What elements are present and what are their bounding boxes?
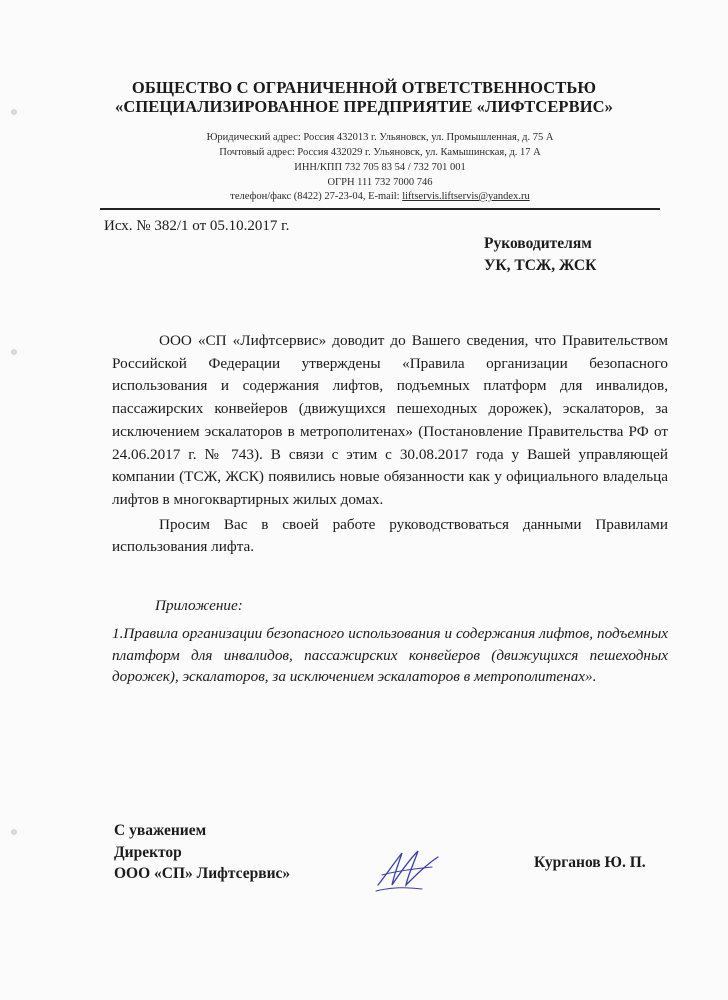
- addressee-line1: Руководителям: [484, 235, 592, 252]
- signer-position: Директор: [114, 843, 182, 861]
- regards-text: С уважением: [114, 822, 207, 839]
- handwritten-signature: [372, 845, 444, 895]
- attachment-heading: Приложение:: [155, 597, 243, 614]
- org-name-line2: «СПЕЦИАЛИЗИРОВАННОЕ ПРЕДПРИЯТИЕ «ЛИФТСЕРВИС»: [114, 97, 614, 116]
- ogrn: ОГРН 111 732 7000 746: [327, 177, 433, 188]
- inn-kpp: ИНН/КПП 732 705 83 54 / 732 701 001: [294, 162, 466, 173]
- addressee-line2: УК, ТСЖ, ЖСК: [484, 257, 597, 274]
- attachment-item-1: 1.Правила организации безопасного использования и содержания лифтов, подъемных платформ для инвалидов, пассажирских конвейеров (движущихся пешеходных дорожек), эскалаторов, за исключением эскалаторов в метрополитенах».: [112, 625, 668, 685]
- binder-holes: [0, 0, 30, 1000]
- letter-body: [112, 330, 668, 559]
- signer-name: Курганов Ю. П.: [534, 854, 646, 871]
- legal-address: Юридический адрес: Россия 432013 г. Ульяновск, ул. Промышленная, д. 75 А: [206, 132, 554, 143]
- signer-company: ООО «СП» Лифтсервис»: [114, 865, 291, 882]
- outgoing-reference: Исх. № 382/1 от 05.10.2017 г.: [104, 218, 290, 234]
- org-name-line1: ОБЩЕСТВО С ОГРАНИЧЕННОЙ ОТВЕТСТВЕННОСТЬЮ: [131, 78, 597, 97]
- signature-block: [114, 820, 290, 885]
- phone-fax: телефон/факс (8422) 27-23-04, E-mail:: [230, 191, 403, 202]
- postal-address: Почтовый адрес: Россия 432029 г. Ульяновск, ул. Камышинская, д. 17 А: [219, 147, 541, 158]
- body-paragraph-2: Просим Вас в своей работе руководствоваться данными Правилами использования лифта.: [112, 515, 668, 556]
- contacts-line: [100, 189, 660, 204]
- email-link[interactable]: liftservis.liftservis@yandex.ru: [402, 191, 530, 202]
- header-divider: [100, 208, 660, 210]
- body-paragraph-1: ООО «СП «Лифтсервис» доводит до Вашего сведения, что Правительством Российской Федерации утверждены «Правила организации безопасного использования и содержания лифтов, подъемных платформ для инвалидов, пассажирских конвейеров (движущихся пешеходных дорожек), эскалаторов, за исключением эскалаторов в метрополитенах» (Постановление Правительства РФ от 24.06.2017 г. № 743). В связи с этим с 30.08.2017 года у Вашей управляющей компании (ТСЖ, ЖСК) появились новые обязанности как у официального владельца лифтов в многоквартирных жилых домах.: [112, 332, 668, 508]
